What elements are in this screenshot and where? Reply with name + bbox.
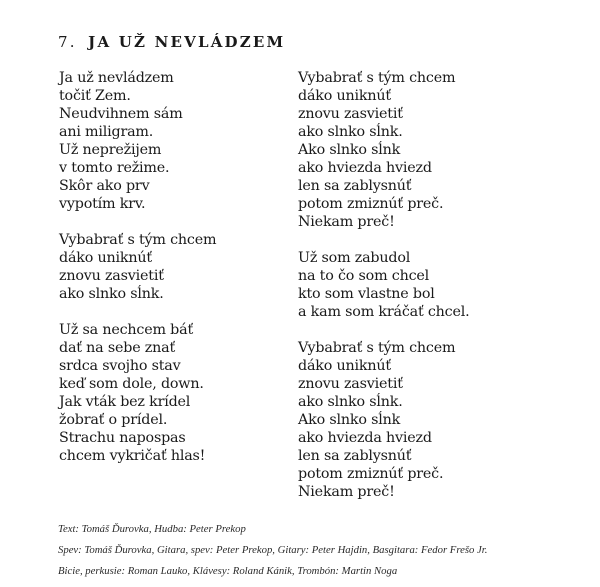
lyric-line: ako slnko sĺnk. <box>298 394 403 410</box>
lyric-line: dáko uniknúť <box>59 250 152 266</box>
lyric-line: potom zmiznúť preč. <box>298 196 444 212</box>
lyric-line: Strachu napospas <box>59 430 186 446</box>
lyric-line: Ako slnko sĺnk <box>298 412 401 428</box>
lyric-line: Skôr ako prv <box>59 178 150 194</box>
lyric-line: kto som vlastne bol <box>298 286 435 302</box>
stanza <box>59 231 289 303</box>
lyric-line: keď som dole, down. <box>59 376 204 392</box>
lyric-line: len sa zablysnúť <box>298 178 412 194</box>
lyric-line: dať na sebe znať <box>59 340 176 356</box>
lyric-line: znovu zasvietiť <box>298 106 403 122</box>
lyric-line: ako hviezda hviezd <box>298 160 432 176</box>
stanza <box>298 249 588 321</box>
lyric-line: Už neprežijem <box>59 142 162 158</box>
lyric-line: znovu zasvietiť <box>59 268 164 284</box>
lyric-line: Niekam preč! <box>298 484 395 500</box>
lyric-line: Niekam preč! <box>298 214 395 230</box>
lyric-line: dáko uniknúť <box>298 88 391 104</box>
stanza <box>298 339 588 501</box>
lyrics-column-left <box>59 69 289 465</box>
lyric-line: vypotím krv. <box>59 196 146 212</box>
lyric-line: Jak vták bez krídel <box>59 394 191 410</box>
lyric-line: ani miligram. <box>59 124 154 140</box>
credits-block <box>58 519 594 582</box>
credits-line-text-music: Text: Tomáš Ďurovka, Hudba: Peter Prekop <box>58 523 246 535</box>
lyric-line: len sa zablysnúť <box>298 448 412 464</box>
song-title <box>58 33 285 51</box>
credits-line-drums-keys: Bicie, perkusie: Roman Lauko, Klávesy: Roland Kánik, Trombón: Martin Noga <box>58 565 398 577</box>
lyric-line: Vybabrať s tým chcem <box>59 232 217 248</box>
lyric-line: Ako slnko sĺnk <box>298 142 401 158</box>
lyric-line: a kam som kráčať chcel. <box>298 304 470 320</box>
lyric-line: srdca svojho stav <box>59 358 181 374</box>
lyric-line: Už som zabudol <box>298 250 411 266</box>
lyric-line: točiť Zem. <box>59 88 131 104</box>
song-number: 7. <box>58 33 77 51</box>
lyric-line: potom zmiznúť preč. <box>298 466 444 482</box>
lyric-line: znovu zasvietiť <box>298 376 403 392</box>
lyric-line: ako slnko sĺnk. <box>298 124 403 140</box>
lyric-line: v tomto režime. <box>59 160 170 176</box>
stanza <box>298 69 588 231</box>
credits-line-vocals-guitars: Spev: Tomáš Ďurovka, Gitara, spev: Peter Prekop, Gitary: Peter Hajdin, Basgitara: Fedor Frešo Jr. <box>58 544 488 556</box>
lyric-line: Ja už nevládzem <box>59 70 174 86</box>
lyric-line: Vybabrať s tým chcem <box>298 340 456 356</box>
lyric-line: Neudvihnem sám <box>59 106 183 122</box>
song-title-text: JA UŽ NEVLÁDZEM <box>88 33 286 51</box>
lyric-line: ako hviezda hviezd <box>298 430 432 446</box>
lyric-line: na to čo som chcel <box>298 268 430 284</box>
lyrics-column-right <box>298 69 588 501</box>
lyric-line: dáko uniknúť <box>298 358 391 374</box>
stanza <box>59 321 289 465</box>
stanza <box>59 69 289 213</box>
lyric-line: Vybabrať s tým chcem <box>298 70 456 86</box>
lyric-line: ako slnko sĺnk. <box>59 286 164 302</box>
lyric-line: chcem vykričať hlas! <box>59 448 206 464</box>
lyric-line: Už sa nechcem báť <box>59 322 194 338</box>
lyric-line: žobrať o prídel. <box>59 412 168 428</box>
